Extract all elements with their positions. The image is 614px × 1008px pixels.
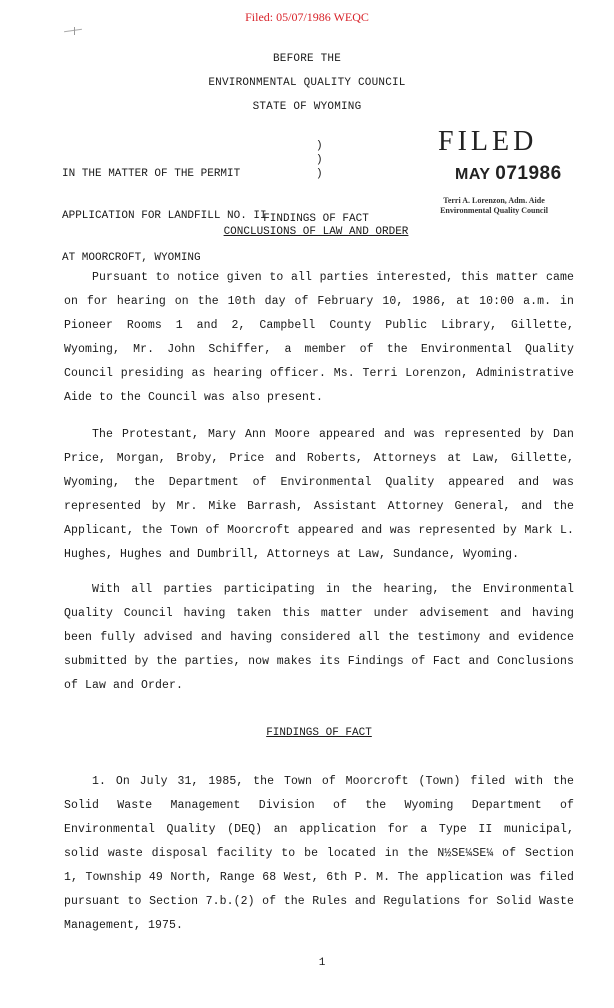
filed-stamp-word: FILED: [438, 126, 538, 157]
caption-paren-3: ): [316, 168, 323, 180]
document-title: [200, 213, 432, 239]
heading-line-1: BEFORE THE: [272, 53, 341, 65]
caption-brackets: [316, 139, 323, 181]
findings-of-fact-heading: [0, 727, 614, 739]
paragraph-parties: The Protestant, Mary Ann Moore appeared and was represented by Dan Price, Morgan, Broby, Price and Roberts, Attorneys at Law, Gillette, Wyoming, the Department of Environmental Quality appeared and was represented by Mr. Mike Barrash, Assistant Attorney General, and the Applicant, the Town of Moorcroft appeared and was represented by Mark L. Hughes, Hughes and Dumbrill, Attorneys at Law, Sundance, Wyoming.: [64, 428, 574, 561]
caption-line-1: IN THE MATTER OF THE PERMIT: [62, 168, 241, 180]
paragraph-hearing-notice: Pursuant to notice given to all parties interested, this matter came on for hearing on the 10th day of February 10, 1986, at 10:00 a.m. in Pioneer Rooms 1 and 2, Campbell County Public Library, Gillette, Wyoming, Mr. John Schiffer, a member of the Environmental Quality Council presiding as hearing officer. Ms. Terri Lorenzon, Administrative Aide to the Council was also present.: [64, 271, 574, 404]
findings-heading-text: FINDINGS OF FACT: [266, 727, 372, 739]
heading-line-3: STATE OF WYOMING: [252, 101, 362, 113]
filed-sig-line-1: Terri A. Lorenzon, Adm. Aide: [443, 196, 545, 205]
caption-paren-1: ): [316, 140, 323, 152]
caption-line-3: AT MOORCROFT, WYOMING: [62, 252, 201, 264]
scan-smudge-mark: [60, 26, 100, 36]
filed-date-year: 1986: [517, 163, 562, 184]
filed-sig-line-2: Environmental Quality Council: [440, 206, 548, 215]
filed-stamp-date: [455, 163, 562, 185]
finding-item-1: 1. On July 31, 1985, the Town of Moorcroft (Town) filed with the Solid Waste Management Division of the Wyoming Department of Environmental Quality (DEQ) an application for a Type II municipal, solid waste disposal facility to be located in the N½SE¼SE¼ of Section 1, Township 49 North, Range 68 West, 6th P. M. The application was filed pursuant to Section 7.b.(2) of the Rules and Regulations for Solid Waste Management, 1975.: [64, 775, 574, 932]
document-title-line-2: CONCLUSIONS OF LAW AND ORDER: [223, 226, 409, 238]
caption-paren-2: ): [316, 154, 323, 166]
filed-header-stamp: Filed: 05/07/1986 WEQC: [245, 10, 369, 24]
document-title-line-1: FINDINGS OF FACT: [263, 213, 369, 225]
filed-stamp-signature: [433, 196, 555, 216]
page-number: 1: [318, 957, 326, 969]
paragraph-advisement: With all parties participating in the hearing, the Environmental Quality Council having taken this matter under advisement and having been fully advised and having considered all the testimony and evidence submitted by the parties, now makes its Findings of Fact and Conclusions of Law and Order.: [64, 583, 574, 692]
heading-line-2: ENVIRONMENTAL QUALITY COUNCIL: [208, 77, 406, 89]
filed-date-day: 07: [495, 163, 518, 184]
filed-date-month: MAY: [455, 166, 491, 183]
caption-line-2: APPLICATION FOR LANDFILL NO. II: [62, 210, 267, 222]
